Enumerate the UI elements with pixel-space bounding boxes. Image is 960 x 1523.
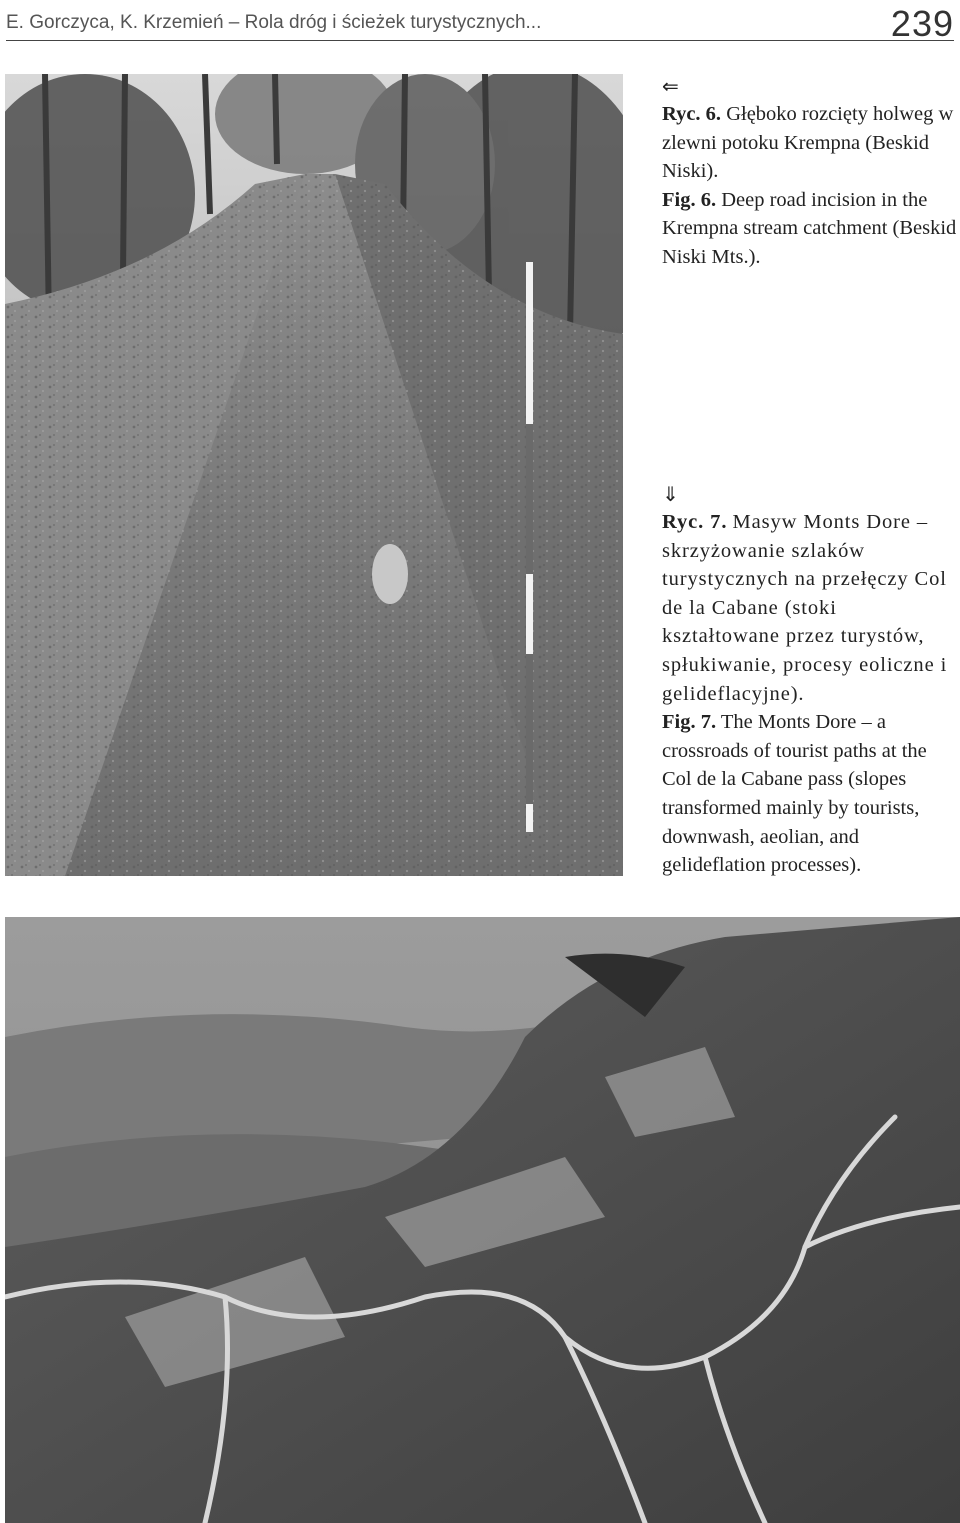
left-arrow-icon: ⇐ xyxy=(662,74,679,98)
figure-6-en-text: Deep road incision in the Krempna stream catchment (Beskid Niski Mts.). xyxy=(662,188,957,268)
figure-7-photo xyxy=(5,917,960,1523)
page-number: 239 xyxy=(890,3,954,44)
running-head-authors-title: E. Gorczyca, K. Krzemień – Rola dróg i ścieżek turystycznych... xyxy=(6,12,542,33)
figure-7-en-text: The Monts Dore – a crossroads of tourist paths at the Col de la Cabane pass (slopes transformed mainly by tourists, downwash, aeolian, and gelideflation processes). xyxy=(662,711,927,877)
figure-6-pl-label: Ryc. 6. xyxy=(662,103,722,125)
figure-6-caption xyxy=(662,72,960,272)
figure-7-pl-label: Ryc. 7. xyxy=(662,511,728,533)
down-arrow-icon: ⇓ xyxy=(662,482,679,506)
figure-7-caption xyxy=(662,480,960,880)
figure-7-en-label: Fig. 7. xyxy=(662,711,717,734)
figure-7-pl-text: Masyw Monts Dore – skrzyżowanie szlaków turystycznych na przełęczy Col de la Cabane (stoki kształtowane przez turystów, spłukiwanie, procesy eoliczne i gelideflacyjne). xyxy=(662,511,948,705)
figure-6-photo xyxy=(5,74,623,876)
figure-6-pl-text: Głęboko rozcięty holweg w zlewni potoku Krempna (Beskid Niski). xyxy=(662,103,954,183)
running-head xyxy=(6,3,954,44)
figure-6-en-label: Fig. 6. xyxy=(662,188,717,211)
